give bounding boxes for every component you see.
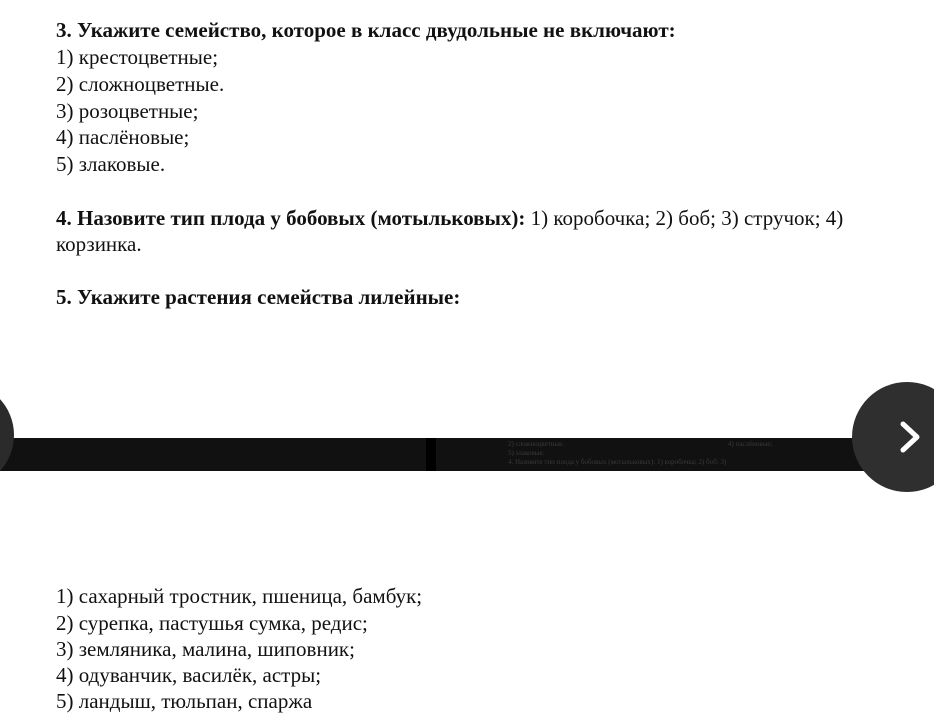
- question-4-options: 1) коробочка; 2) боб; 3) стручок; 4): [525, 206, 844, 230]
- carousel-next-button[interactable]: [852, 382, 934, 492]
- question-4-title: 4. Назовите тип плода у бобовых (мотыльковых):: [56, 206, 526, 230]
- question-5-option-1: 1) сахарный тростник, пшеница, бамбук;: [56, 584, 423, 608]
- carousel-prev-button[interactable]: [0, 382, 14, 488]
- carousel-thumbnail-strip: [0, 438, 934, 471]
- question-5-option-4: 4) одуванчик, василёк, астры;: [56, 663, 322, 687]
- question-3-option-2: 2) сложноцветные.: [56, 72, 225, 96]
- question-3-option-5: 5) злаковые.: [56, 152, 166, 176]
- question-3-option-4: 4) паслёновые;: [56, 125, 190, 149]
- question-5-option-2: 2) сурепка, пастушья сумка, редис;: [56, 611, 368, 635]
- question-4-line: [56, 205, 843, 231]
- chevron-right-icon: [893, 420, 927, 454]
- thumbnail-line: 4. Назовите тип плода у бобовых (мотыльковых): 1) коробочка; 2) боб; 3): [508, 458, 727, 466]
- question-5-option-5: 5) ландыш, тюльпан, спаржа: [56, 689, 313, 713]
- question-3-option-3: 3) розоцветные;: [56, 99, 199, 123]
- thumbnail-line: 5) злаковые.: [508, 449, 545, 457]
- thumbnail-line: 2) сложноцветные.: [508, 440, 565, 448]
- question-5-option-3: 3) земляника, малина, шиповник;: [56, 637, 355, 661]
- question-4-options-continued: корзинка.: [56, 232, 142, 256]
- question-3-option-1: 1) крестоцветные;: [56, 45, 219, 69]
- question-5-title: 5. Укажите растения семейства лилейные:: [56, 285, 461, 309]
- strip-divider: [426, 438, 436, 471]
- question-3-title: 3. Укажите семейство, которое в класс двудольные не включают:: [56, 18, 676, 42]
- thumbnail-line: 4) паслёновые;: [728, 440, 773, 448]
- carousel-thumbnail[interactable]: [508, 438, 868, 471]
